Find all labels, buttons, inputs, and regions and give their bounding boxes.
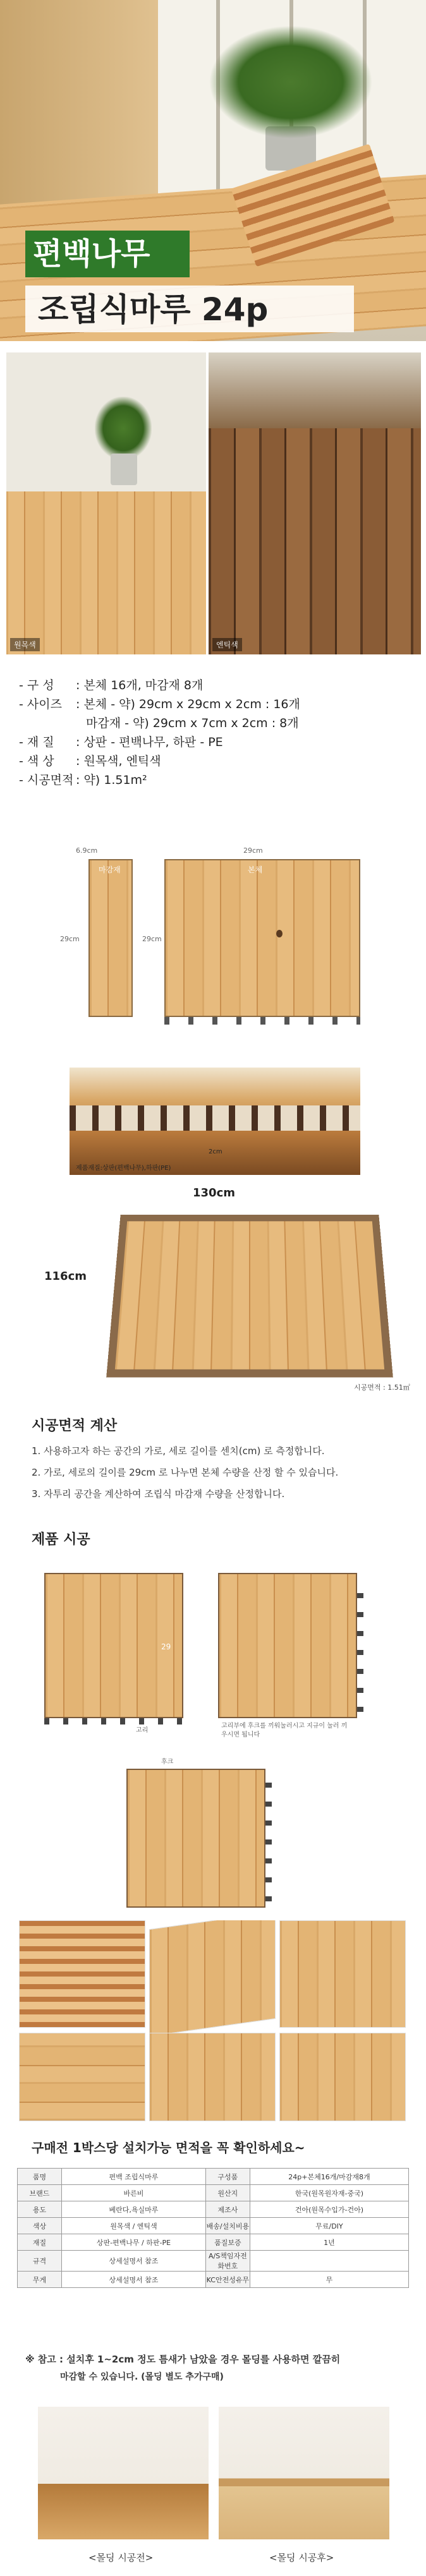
spec-row: - 색 상 : 원목색, 엔틱색 (19, 754, 161, 768)
table-row (18, 2218, 409, 2234)
hero-title: 조립식마루 24p (38, 291, 269, 328)
install-clip-row-1 (44, 1718, 183, 1724)
material-note: 제품재질:상판(편백나무),하판(PE) (76, 1165, 171, 1172)
floor-height-label: 116cm (44, 1270, 87, 1283)
table-row (18, 2169, 409, 2185)
color-section (0, 346, 426, 656)
antique-photo (209, 352, 421, 654)
floor-area-label: 시공면적 : 1.51㎡ (354, 1383, 410, 1392)
table-value-cell: 원목색 / 엔틱색 (62, 2218, 206, 2234)
install-note-1: 고리 (136, 1727, 149, 1734)
table-key-cell: 무게 (18, 2272, 62, 2288)
spec-row: 마감재 - 약) 29cm x 7cm x 2cm : 8개 (86, 716, 299, 730)
table-value-cell (250, 2251, 408, 2272)
spec-row: - 구 성 : 본체 16개, 마감재 8개 (19, 678, 204, 692)
molding-note-2: 마감할 수 있습니다. (몰딩 별도 추가구매) (60, 2372, 224, 2382)
table-section (0, 2129, 426, 2318)
table-value-cell: 무료/DIY (250, 2218, 408, 2234)
table-row (18, 2201, 409, 2218)
floor-photo (106, 1215, 393, 1377)
molding-note-1: ※ 참고 : 설치후 1~2cm 정도 틈새가 남았을 경우 몰딩를 사용하면 깔끔히 (25, 2354, 341, 2365)
table-value-cell: 상세설명서 참조 (62, 2251, 206, 2272)
calc-section (0, 1409, 426, 1510)
table-row (18, 2251, 409, 2272)
calc-step: 3. 자투리 공간을 계산하여 조립식 마감재 수량을 산정합니다. (32, 1488, 285, 1500)
calc-step: 1. 사용하고자 하는 공간의 가로, 세로 길이를 센치(cm) 로 측정합니다. (32, 1445, 325, 1457)
install-tile-3 (126, 1769, 265, 1908)
table-value-cell: 1년 (250, 2234, 408, 2251)
body-width-label: 29cm (243, 846, 263, 855)
gallery-photo-3 (279, 1920, 406, 2028)
table-row (18, 2234, 409, 2251)
molding-section (0, 2337, 426, 2576)
spec-row: - 재 질 : 상판 - 편백나무, 하판 - PE (19, 735, 223, 749)
install-tile-2 (218, 1573, 357, 1718)
underside-section (0, 1068, 426, 1181)
table-key-cell: 구성품 (205, 2169, 250, 2185)
finish-height-label: 29cm (60, 935, 80, 943)
floor-section (0, 1181, 426, 1402)
table-value-cell: 건아(원목수입가-건아) (250, 2201, 408, 2218)
spec-row: - 사이즈 : 본체 - 약) 29cm x 29cm x 2cm : 16개 (19, 697, 300, 711)
plant-leaves (209, 25, 373, 139)
table-key-cell: 색상 (18, 2218, 62, 2234)
gallery-photo-2 (149, 1920, 276, 2037)
table-value-cell: 편백 조립식마루 (62, 2169, 206, 2185)
molding-after-label: <몰딩 시공후> (269, 2552, 334, 2563)
table-key-cell: 품질보증 (205, 2234, 250, 2251)
calc-step: 2. 가로, 세로의 길이를 29cm 로 나누면 본체 수량을 산정 할 수 있습니다. (32, 1467, 339, 1478)
table-value-cell: 무 (250, 2272, 408, 2288)
table-key-cell: 용도 (18, 2201, 62, 2218)
table-value-cell: 상세설명서 참조 (62, 2272, 206, 2288)
table-key-cell: KC안전성유무 (205, 2272, 250, 2288)
product-info-table (17, 2168, 409, 2288)
gallery-photo-4 (19, 2033, 145, 2121)
install-note-3: 후크 (161, 1759, 174, 1766)
molding-before-label: <몰딩 시공전> (88, 2552, 154, 2563)
install-label-29: 29 (161, 1642, 171, 1651)
table-key-cell: A/S책임자전화번호 (205, 2251, 250, 2272)
table-key-cell: 규격 (18, 2251, 62, 2272)
table-key-cell: 재질 (18, 2234, 62, 2251)
thickness-label: 2cm (209, 1148, 222, 1155)
table-value-cell: 상판-편백나무 / 하판-PE (62, 2234, 206, 2251)
gallery-photo-1 (19, 1920, 145, 2028)
table-value-cell: 24p+본체16개/마감재8개 (250, 2169, 408, 2185)
gallery-section (0, 1920, 426, 2122)
install-clip-col-2 (357, 1579, 363, 1712)
table-key-cell: 품명 (18, 2169, 62, 2185)
install-title: 제품 시공 (32, 1532, 90, 1548)
hero-section (0, 0, 426, 341)
underside-photo (70, 1068, 360, 1175)
clip-row (164, 1017, 360, 1025)
molding-after-photo (219, 2407, 389, 2539)
spec-section (0, 663, 426, 815)
table-key-cell: 제조사 (205, 2201, 250, 2218)
finish-label: 마감재 (99, 865, 121, 874)
floor-width-label: 130cm (193, 1186, 235, 1200)
finish-piece (88, 859, 133, 1017)
hero-badge: 편백나무 (33, 236, 150, 272)
body-piece (164, 859, 360, 1017)
table-row (18, 2272, 409, 2288)
antique-label: 엔틱색 (212, 638, 242, 651)
body-height-label: 29cm (142, 935, 162, 943)
molding-before-photo (38, 2407, 209, 2539)
install-note-2: 고리부에 후크를 끼워눌러시고 지규이 눌러 끼우시면 됩니다 (221, 1723, 348, 1738)
gallery-photo-6 (279, 2033, 406, 2121)
natural-label: 원목색 (10, 638, 40, 651)
table-value-cell: 베란다,욕실마루 (62, 2201, 206, 2218)
calc-title: 시공면적 계산 (32, 1418, 118, 1434)
finish-width-label: 6.9cm (76, 846, 98, 855)
notice-text: 구매전 1박스당 설치가능 면적을 꼭 확인하세요~ (32, 2140, 305, 2155)
table-value-cell: 바른비 (62, 2185, 206, 2201)
install-clip-col-3 (265, 1775, 272, 1901)
knot (276, 930, 283, 937)
table-key-cell: 브랜드 (18, 2185, 62, 2201)
table-key-cell: 배송/설치비용 (205, 2218, 250, 2234)
install-section (0, 1522, 426, 1914)
natural-photo (6, 352, 206, 654)
spec-row: - 시공면적 : 약) 1.51m² (19, 773, 147, 787)
table-row (18, 2185, 409, 2201)
dimension-section (0, 821, 426, 1105)
body-label: 본체 (248, 865, 263, 874)
table-value-cell: 한국(원목원자재-중국) (250, 2185, 408, 2201)
gallery-photo-5 (149, 2033, 276, 2121)
table-key-cell: 원산지 (205, 2185, 250, 2201)
